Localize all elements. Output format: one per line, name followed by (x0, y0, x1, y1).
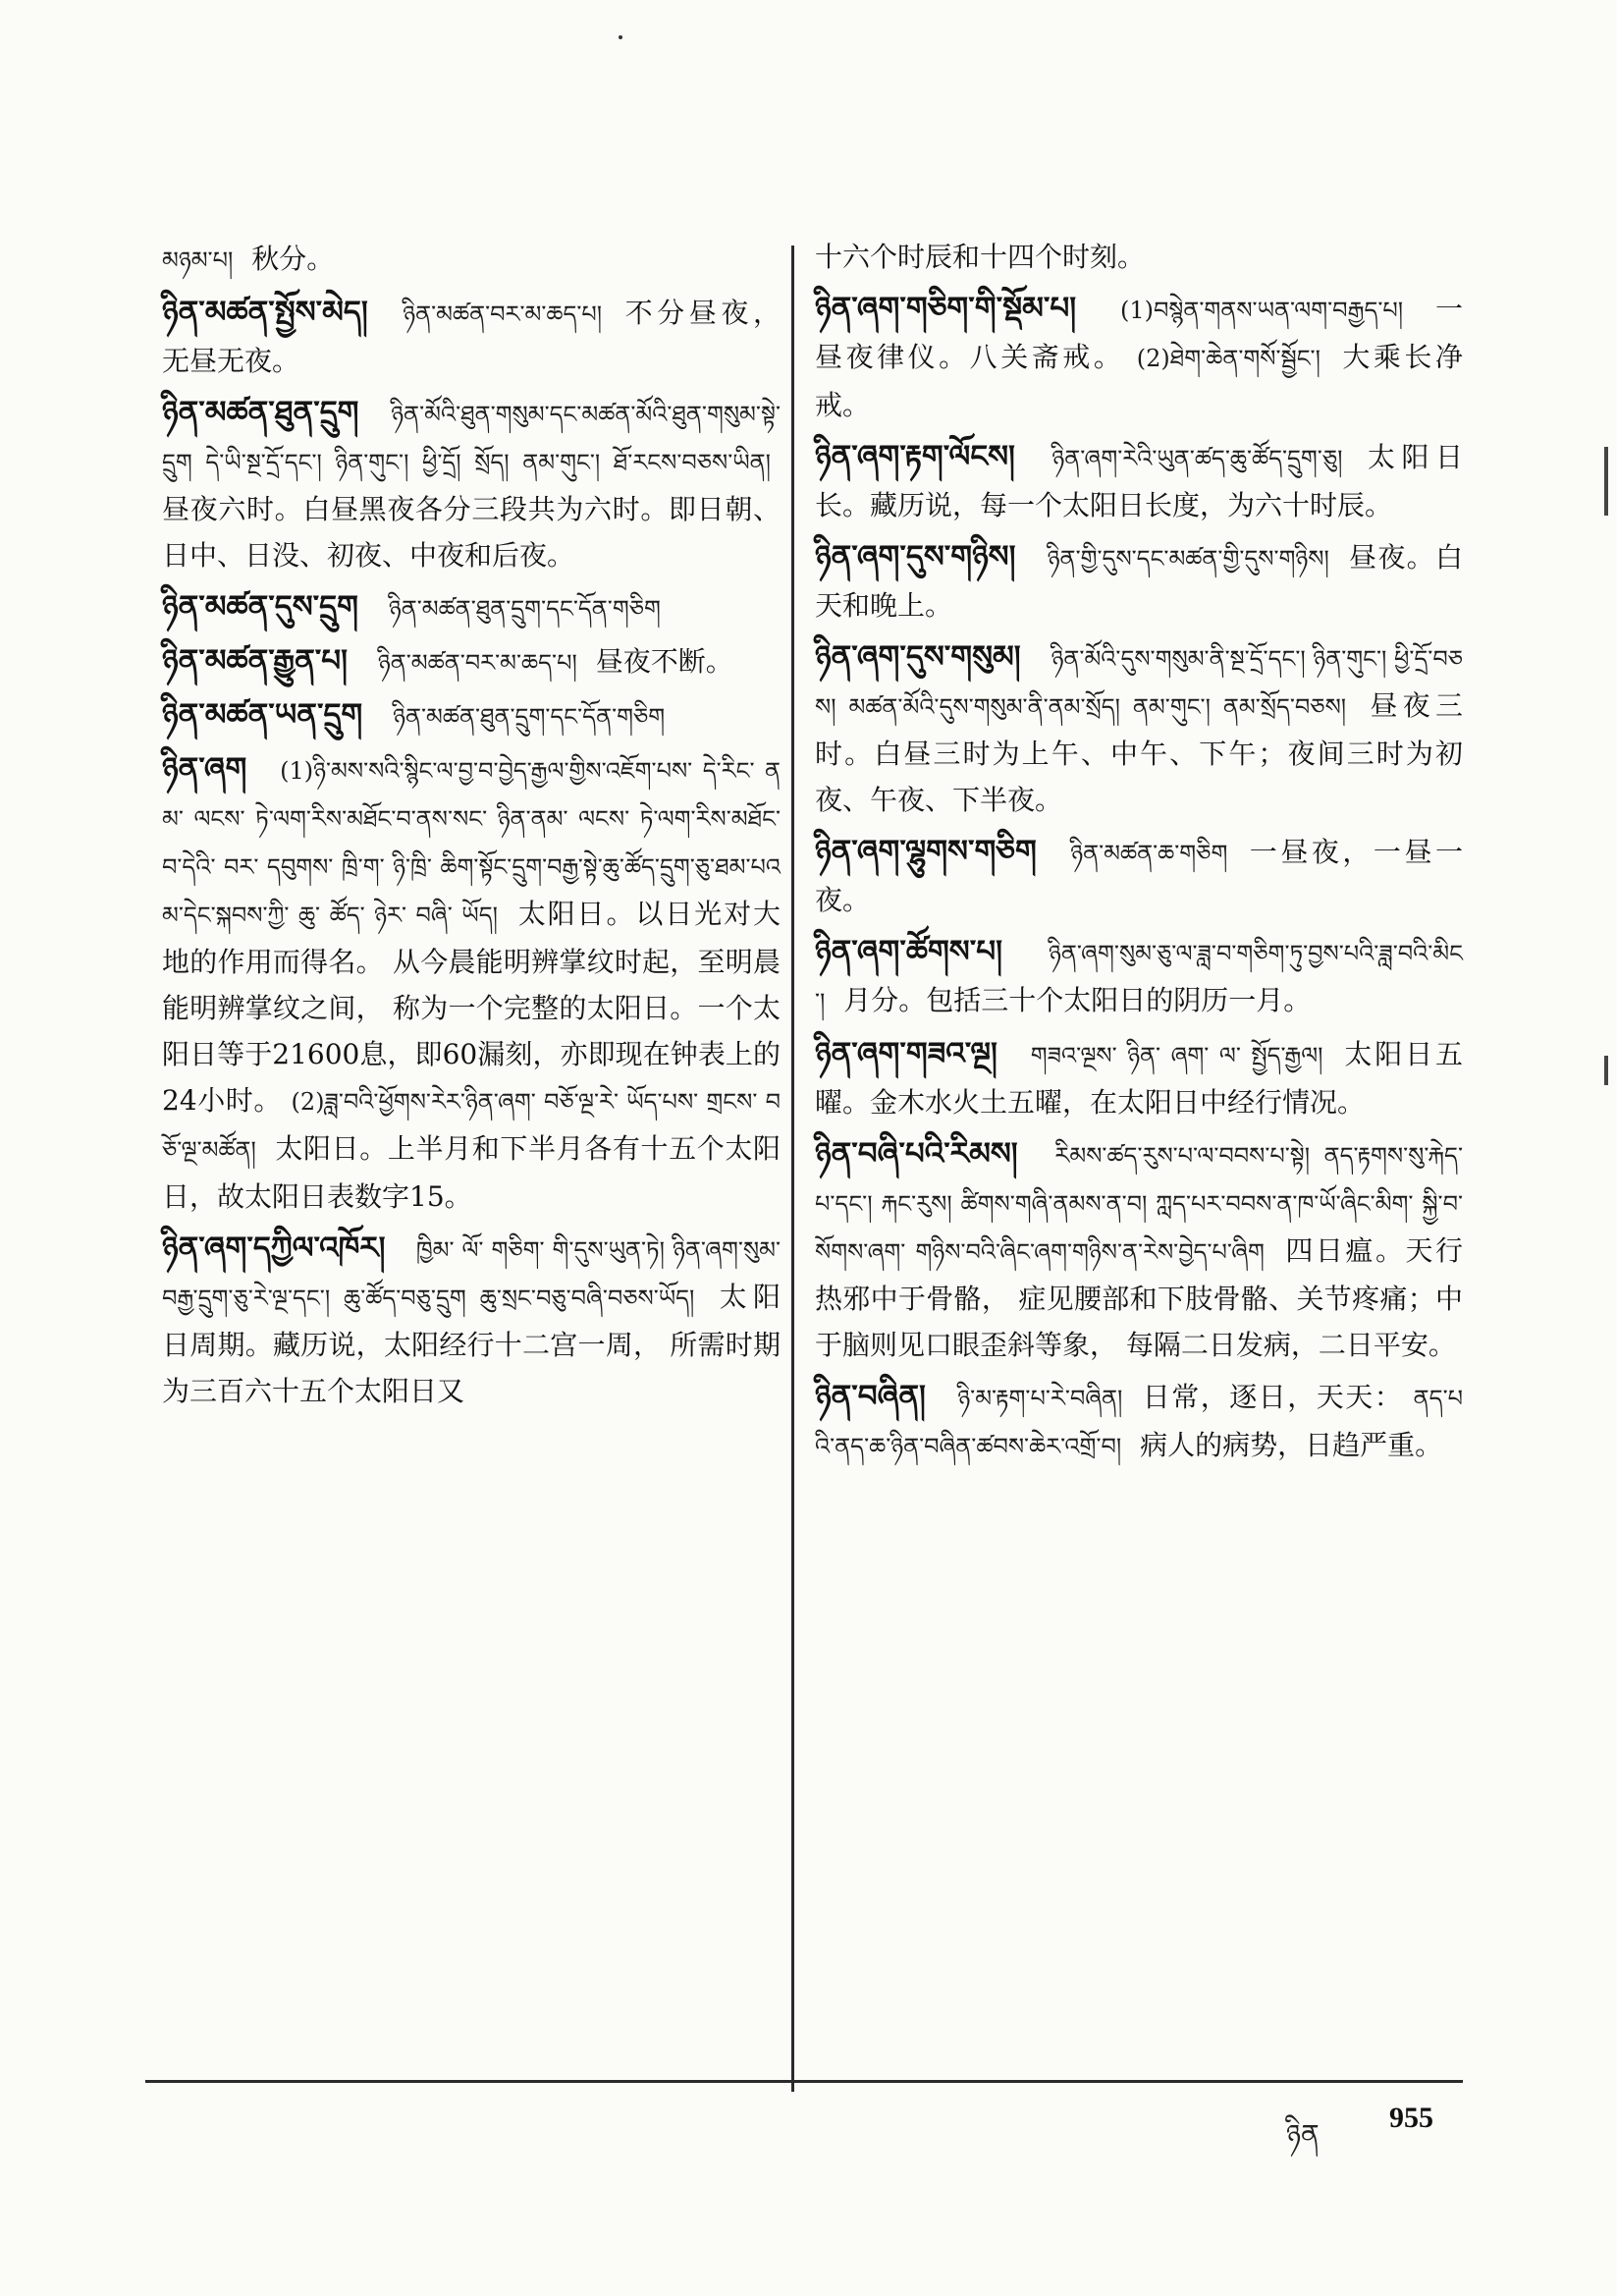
entry-headword: ཉིན་མཚན་སྤྱོས་མེད། (162, 295, 368, 330)
tibetan-definition: ཉིན་མཚན་བར་མ་ཆད་པ། (377, 649, 577, 677)
dictionary-entry (815, 829, 1463, 923)
entry-headword: ཉིན་ཞག་ཚོགས་པ། (815, 934, 1002, 969)
chinese-definition: 不分昼夜，无昼无夜。 (162, 297, 781, 377)
margin-mark (1604, 447, 1608, 516)
entry-headword: ཉིན་བཞི་པའི་རིམས། (815, 1136, 1018, 1172)
entry-headword: ཉིན་ཞག (162, 751, 247, 787)
chinese-definition: 太阳日。上半月和下半月各有十五个太阳日，故太阳日表数字15。 (162, 1132, 781, 1213)
chinese-definition: 昼夜六时。白昼黑夜各分三段共为六时。即日朝、日中、日没、初夜、中夜和后夜。 (162, 493, 781, 572)
chinese-definition: 大乘长净戒。 (815, 341, 1463, 421)
chinese-definition: 昼夜不断。 (595, 645, 733, 678)
tibetan-definition: (1)བསྙེན་གནས་ཡན་ལག་བརྒྱད་པ། (1120, 297, 1404, 324)
tibetan-definition: ཉིན་མཚན་ཐུན་དྲུག་དང་དོན་གཅིག (393, 703, 666, 731)
entry-headword: ཉིན་མཚན་ཡན་དྲུག (162, 697, 363, 733)
dictionary-entry (162, 236, 781, 284)
margin-mark (1604, 1056, 1608, 1085)
tibetan-definition: ཉིན་མཚན་བར་མ་ཆད་པ། (403, 301, 603, 328)
chinese-definition: 秋分。 (251, 243, 335, 275)
tibetan-definition: ཁྱིམ་ ལོ་ གཅིག་ གི་དུས་ཡུན་ཏེ། ཉིན་ཞག་སུམ་བརྒྱ་དྲུག་ཅུ་རེ་ལྔ་དང་། ཆུ་ཚོད་བཅུ་དྲུག ཆུ་སྲང་བཅུ་བཞི་བཅས་ཡོད། (162, 1236, 781, 1312)
tibetan-definition: ཉིན་ཞག་སུམ་ཅུ་ལ་ཟླ་བ་གཅིག་ཏུ་བྱས་པའི་ཟླ་བའི་མིང་། (815, 940, 1463, 1015)
chinese-definition: 日常，逐日，天天： (1142, 1381, 1404, 1413)
dictionary-entry (162, 638, 781, 686)
dictionary-entry (815, 1031, 1463, 1125)
entry-headword: ཉིན་བཞིན། (815, 1379, 926, 1414)
dictionary-entry (162, 290, 781, 384)
dictionary-entry (162, 584, 781, 632)
entry-headword: ཉིན་མཚན་དུས་དྲུག (162, 589, 358, 625)
page-number: 955 (1389, 2102, 1433, 2134)
tibetan-definition: ཉིན་མོའི་དུས་གསུམ་ནི་སྔ་དྲོ་དང་། ཉིན་གུང་། ཕྱི་དྲོ་བཅས། མཚན་མོའི་དུས་གསུམ་ནི་ནམ་སྲོད། ནམ་གུང་། ནམ་སྲོད་བཅས། (815, 645, 1463, 721)
dictionary-entry (815, 286, 1463, 428)
entry-headword: ཉིན་ཞག་དུས་གཉིས། (815, 539, 1016, 574)
entry-headword: ཉིན་ཞག་རྟག་ལོངས། (815, 439, 1015, 474)
chinese-definition: 太阳日周期。藏历说，太阳经行十二宫一周， 所需时期为三百六十五个太阳日又 (162, 1281, 781, 1407)
dictionary-entry (815, 1374, 1463, 1470)
entry-headword: ཉིན་ཞག་གཅིག་གི་སྡོམ་པ། (815, 291, 1077, 326)
entry-headword: ཉིན་ཞག་གཟའ་ལྔ། (815, 1036, 997, 1071)
running-head: ཉིན (1286, 2118, 1320, 2151)
tibetan-definition: རིམས་ཚད་རུས་པ་ལ་བབས་པ་སྟེ། ནད་རྟགས་སུ་རྐེད་པ་དང་། རྐང་རུས། ཚིགས་གཞི་ནམས་ན་བ། ཀླད་པར་བབས་ན་ཁ་ཡོ་ཞིང་མིག་ སྐྱི་བ་ སོགས་ཞག་ གཉིས་བའི་ཞིང་ཞག་གཉིས་ན་རེས་བྱེད་པ་ཞིག (815, 1142, 1463, 1266)
chinese-definition: 十六个时辰和十四个时刻。 (815, 241, 1146, 273)
entry-headword: ཉིན་མཚན་རྒྱུན་པ། (162, 643, 349, 679)
tibetan-definition: (2)ཟླ་བའི་ཕྱོགས་རེར་ཉིན་ཞག་ བཅོ་ལྔ་རེ་ ཡོད་པས་ གྲངས་ བཅོ་ལྔ་མཚོན། (162, 1088, 781, 1164)
dictionary-entry (815, 234, 1463, 280)
print-speck (619, 35, 622, 39)
left-column (162, 236, 781, 1420)
tibetan-definition: (1)ཉི་མས་སའི་སྙིང་ལ་བྱ་བ་བྱེད་རྒྱལ་གྱིས་འཇོག་པས་ དེ་རིང་ ནམ་ ལངས་ ཏེ་ལག་རིས་མཐོང་བ་ནས་སང་ ཉིན་ནམ་ ལངས་ ཏེ་ལག་རིས་མཐོང་ བ་དེའི་ བར་ དབུགས་ ཁྲི་ག་ ཉི་ཁྲི་ ཆིག་སྟོང་དྲུག་བརྒྱ་སྟེ་ཆུ་ཚོད་དྲུག་ཅུ་ཐམ་པའམ་དེང་སྐབས་ཀྱི་ ཆུ་ ཚོད་ ཉེར་ བཞི་ ཡོད། (162, 757, 781, 929)
footer-rule (145, 2080, 1463, 2083)
chinese-definition: 太阳日五曜。金木水火土五曜，在太阳日中经行情况。 (815, 1038, 1464, 1119)
dictionary-entry (815, 534, 1463, 629)
entry-headword: ཉིན་ཞག་དཀྱིལ་འཁོར། (162, 1230, 386, 1266)
entry-headword: ཉིན་ཞག་དུས་གསུམ། (815, 639, 1021, 675)
tibetan-definition: ཉི་མ་རྟག་པ་རེ་བཞིན། (957, 1385, 1123, 1412)
dictionary-entry (815, 1131, 1463, 1368)
chinese-definition: 一昼夜律仪。八关斋戒。 (815, 293, 1464, 373)
tibetan-definition: ཉིན་མཚན་ཆ་གཅིག (1070, 840, 1228, 867)
tibetan-definition: ཉིན་མོའི་ཐུན་གསུམ་དང་མཚན་མོའི་ཐུན་གསུམ་སྟེ་དྲུག དེ་ཡི་སྔ་དྲོ་དང་། ཉིན་གུང་། ཕྱི་དྲོ། སྲོད། ནམ་གུང་། ཐོ་རངས་བཅས་ཡིན། (162, 401, 781, 476)
tibetan-definition: གཟའ་ལྔས་ ཉིན་ ཞག་ ལ་ སྤྱོད་རྒྱལ། (1030, 1042, 1323, 1069)
chinese-definition: 太阳日。以日光对大地的作用而得名。 从今晨能明辨掌纹时起，至明晨能明辨掌纹之间， 称为一个完整的太阳日。一个太阳日等于21600息，即60漏刻，亦即现在钟表上的24小时。 (162, 898, 781, 1117)
tibetan-definition: ཉིན་གྱི་དུས་དང་མཚན་གྱི་དུས་གཉིས། (1047, 545, 1329, 573)
tibetan-definition: ཉིན་མཚན་ཐུན་དྲུག་དང་དོན་གཅིག (388, 595, 661, 623)
chinese-definition: 病人的病势，日趋严重。 (1140, 1429, 1443, 1461)
entry-headword: ཉིན་ཞག་ལྷུགས་གཅིག (815, 834, 1037, 869)
column-divider (791, 246, 794, 2092)
dictionary-entry (815, 929, 1463, 1025)
tibetan-definition: ཉིན་ཞག་རེའི་ཡུན་ཚད་ཆུ་ཚོད་དྲུག་ཅུ། (1051, 445, 1343, 472)
tibetan-definition: (2)ཐེག་ཆེན་གསོ་སྦྱོང་། (1136, 345, 1321, 372)
chinese-definition: 四日瘟。天行热邪中于骨骼， 症见腰部和下肢骨骼、关节疼痛；中于脑则见口眼歪斜等象， 每隔二日发病，二日平安。 (815, 1234, 1464, 1361)
chinese-definition: 昼夜。白天和晚上。 (815, 541, 1463, 622)
right-column (815, 234, 1463, 1476)
dictionary-entry (815, 634, 1463, 823)
tibetan-definition: མཉམ་པ། (162, 246, 234, 274)
entry-headword: ཉིན་མཚན་ཐུན་དྲུག (162, 395, 359, 430)
chinese-definition: 昼夜三时。白昼三时为上午、中午、下午；夜间三时为初夜、午夜、下半夜。 (815, 689, 1463, 816)
dictionary-entry (162, 390, 781, 578)
chinese-definition: 一昼夜，一昼一夜。 (815, 836, 1463, 916)
chinese-definition: 月分。包括三十个太阳日的阴历一月。 (843, 984, 1312, 1016)
dictionary-entry (815, 434, 1463, 528)
chinese-definition: 太阳日长。藏历说，每一个太阳日长度，为六十时辰。 (815, 441, 1463, 521)
dictionary-entry (162, 746, 781, 1220)
dictionary-entry (162, 1226, 781, 1414)
dictionary-entry (162, 692, 781, 740)
tibetan-definition: ནད་པའི་ནད་ཆ་ཉིན་བཞིན་ཚབས་ཆེར་འགྲོ་བ། (815, 1385, 1463, 1460)
